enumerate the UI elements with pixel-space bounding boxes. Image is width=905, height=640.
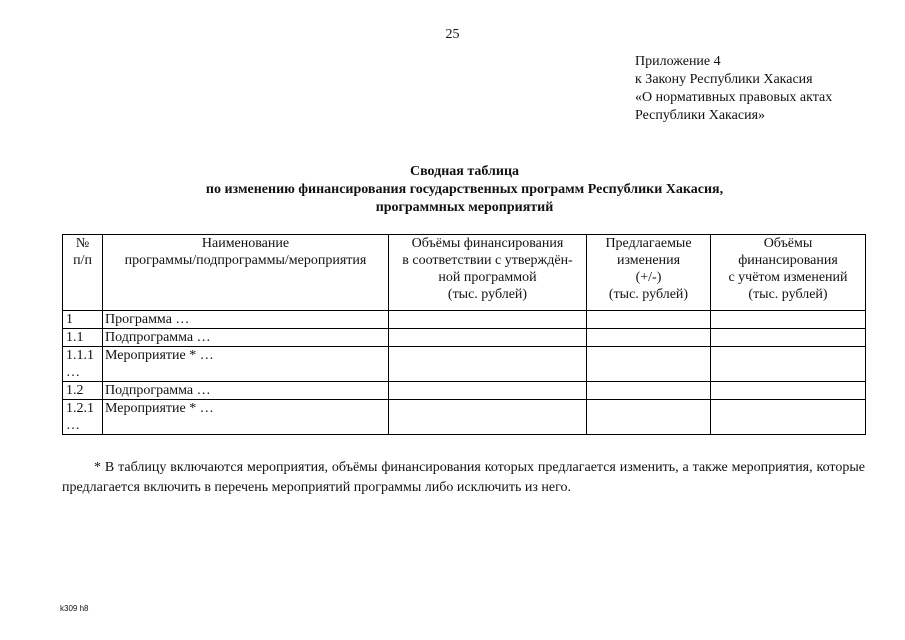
row-name: Мероприятие * … [103,347,389,382]
row-financing-with-changes [711,311,866,329]
row-number: 1.1.1 … [63,347,103,382]
row-proposed-changes [587,329,711,347]
appendix-line: к Закону Республики Хакасия [635,72,813,87]
row-name: Программа … [103,311,389,329]
table-header-row [63,235,866,311]
header-approved-financing: Объёмы финансирования в соответствии с утверждён- ной программой (тыс. рублей) [389,235,587,311]
table-row [63,382,866,400]
page-number: 25 [445,27,460,42]
row-proposed-changes [587,382,711,400]
row-proposed-changes [587,347,711,382]
row-approved-financing [389,400,587,435]
row-approved-financing [389,329,587,347]
title-line: Сводная таблица [409,164,520,179]
title-line: программных мероприятий [375,200,554,215]
appendix-line: Республики Хакасия» [635,108,766,123]
table-row [63,347,866,382]
row-financing-with-changes [711,329,866,347]
appendix-line: «О нормативных правовых актах [635,90,833,105]
row-proposed-changes [587,311,711,329]
row-proposed-changes [587,400,711,435]
header-name: Наименование программы/подпрограммы/мероприятия [103,235,389,311]
financing-summary-table [62,234,866,435]
header-proposed-changes: Предлагаемые изменения (+/-) (тыс. рублей) [587,235,711,311]
row-financing-with-changes [711,400,866,435]
row-approved-financing [389,347,587,382]
table-row [63,400,866,435]
row-number: 1 [63,311,103,329]
row-financing-with-changes [711,347,866,382]
row-number: 1.2.1 … [63,400,103,435]
row-number: 1.1 [63,329,103,347]
header-financing-with-changes: Объёмы финансирования с учётом изменений (тыс. рублей) [711,235,866,311]
title-line: по изменению финансирования государственных программ Республики Хакасия, [205,182,724,197]
row-name: Мероприятие * … [103,400,389,435]
row-number: 1.2 [63,382,103,400]
row-name: Подпрограмма … [103,329,389,347]
appendix-reference [635,53,897,125]
table-row [63,311,866,329]
table-row [63,329,866,347]
appendix-line: Приложение 4 [635,54,721,69]
row-approved-financing [389,382,587,400]
footnote: * В таблицу включаются мероприятия, объёмы финансирования которых предлагается изменить, а также мероприятия, которые предлагается включить в перечень мероприятий программы либо исключить из него. [62,460,865,495]
document-title [60,163,869,217]
document-code: k309 h8 [60,604,89,613]
row-approved-financing [389,311,587,329]
header-number: № п/п [63,235,103,311]
row-financing-with-changes [711,382,866,400]
row-name: Подпрограмма … [103,382,389,400]
